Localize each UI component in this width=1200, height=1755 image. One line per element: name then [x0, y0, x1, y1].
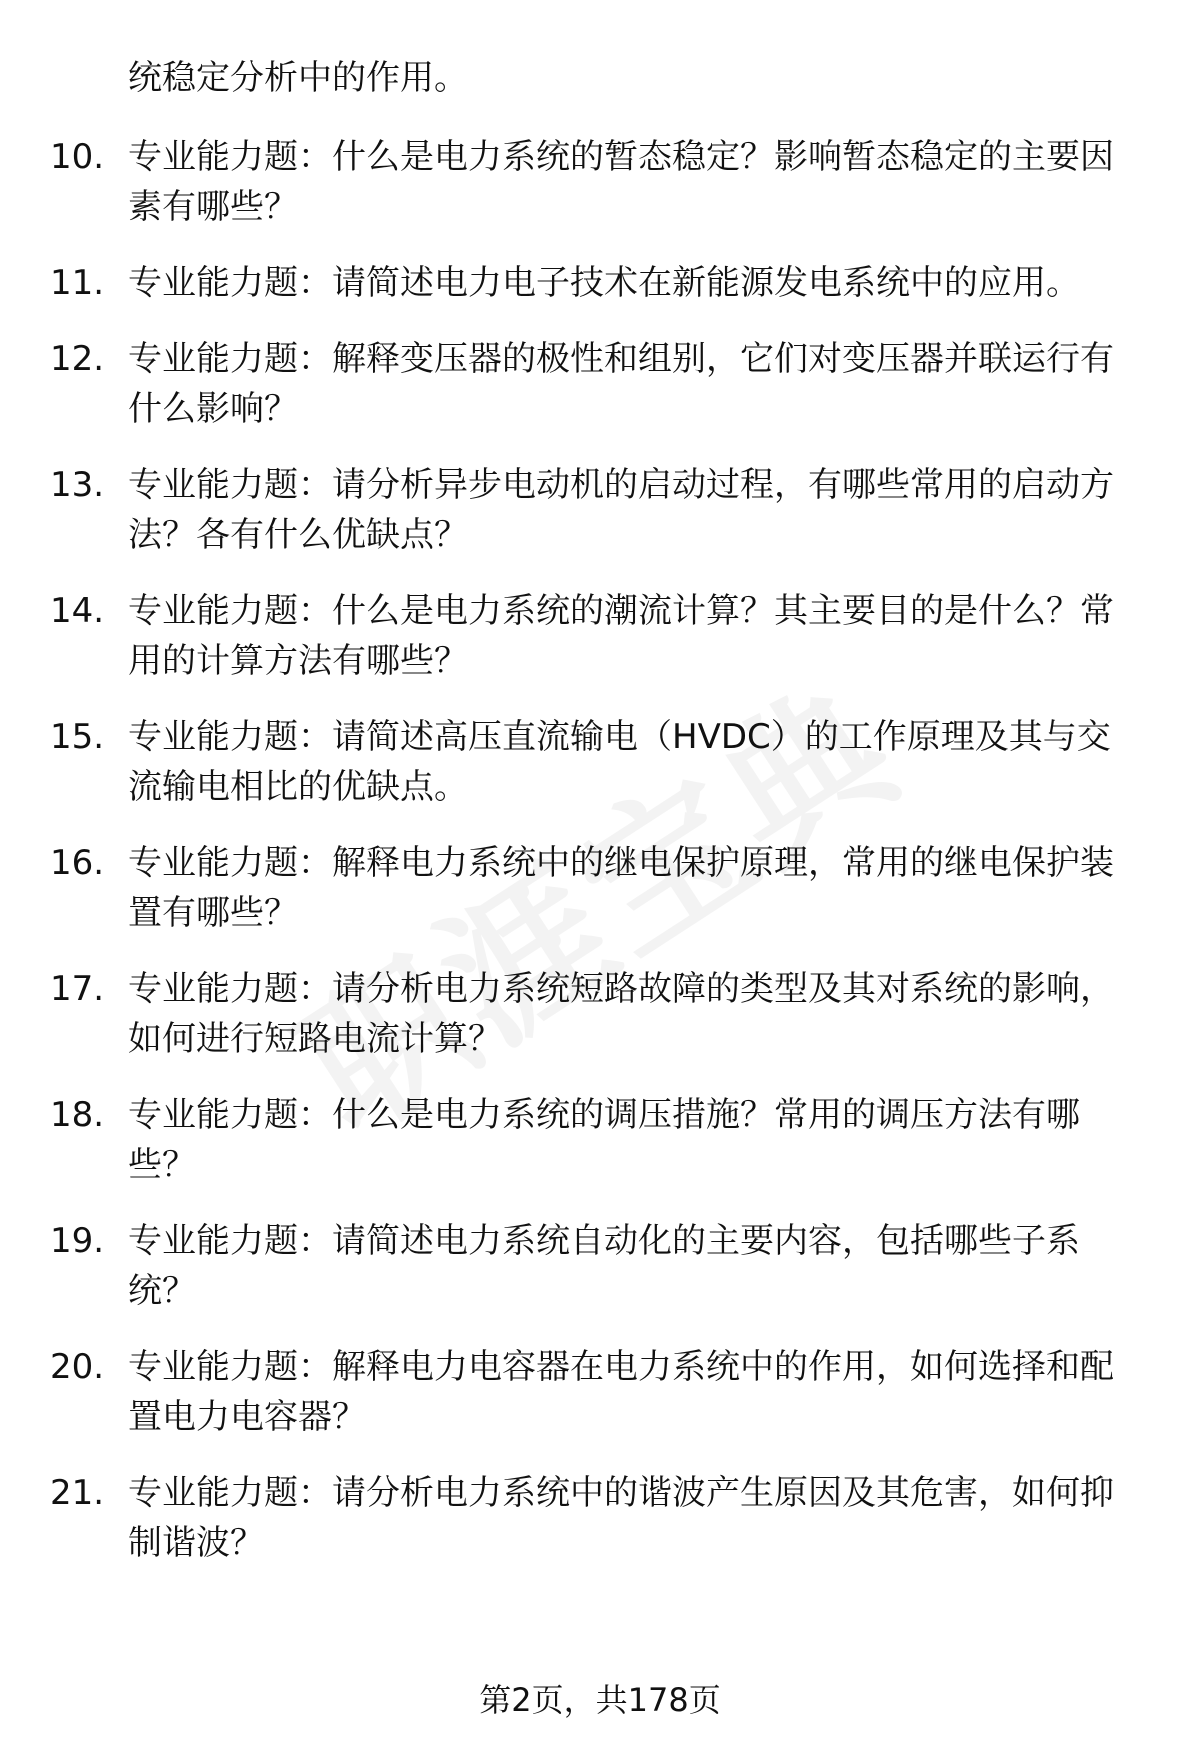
- question-text: 专业能力题：请分析异步电动机的启动过程，有哪些常用的启动方法？各有什么优缺点？: [128, 465, 1114, 555]
- question-text: 专业能力题：什么是电力系统的潮流计算？其主要目的是什么？常用的计算方法有哪些？: [128, 591, 1114, 681]
- page-footer: 第2页，共178页: [479, 1681, 721, 1719]
- question-item: [50, 460, 1140, 560]
- continuation-text: 统稳定分析中的作用。: [128, 58, 468, 98]
- question-number: 21.: [50, 1473, 105, 1513]
- question-item: [50, 712, 1140, 812]
- question-number: 19.: [50, 1221, 105, 1261]
- question-item: [50, 586, 1140, 686]
- question-item: [50, 1090, 1140, 1190]
- question-number: 15.: [50, 717, 105, 757]
- question-text: 专业能力题：解释电力电容器在电力系统中的作用，如何选择和配置电力电容器？: [128, 1347, 1114, 1437]
- question-text: 专业能力题：请分析电力系统短路故障的类型及其对系统的影响，如何进行短路电流计算？: [128, 969, 1114, 1059]
- question-item: [50, 334, 1140, 434]
- question-item: [50, 1468, 1140, 1568]
- question-list: [50, 132, 1140, 1594]
- question-item: [50, 258, 1140, 308]
- question-text: 专业能力题：什么是电力系统的暂态稳定？影响暂态稳定的主要因素有哪些？: [128, 137, 1114, 227]
- question-number: 18.: [50, 1095, 105, 1135]
- question-item: [50, 964, 1140, 1064]
- question-item: [50, 132, 1140, 232]
- question-number: 12.: [50, 339, 105, 379]
- question-number: 17.: [50, 969, 105, 1009]
- question-item: [50, 1342, 1140, 1442]
- question-text: 专业能力题：解释变压器的极性和组别，它们对变压器并联运行有什么影响？: [128, 339, 1114, 429]
- question-number: 13.: [50, 465, 105, 505]
- question-text: 专业能力题：请分析电力系统中的谐波产生原因及其危害，如何抑制谐波？: [128, 1473, 1114, 1563]
- question-number: 20.: [50, 1347, 105, 1387]
- question-number: 11.: [50, 263, 105, 303]
- question-text: 专业能力题：请简述电力电子技术在新能源发电系统中的应用。: [128, 263, 1080, 303]
- question-text: 专业能力题：请简述高压直流输电（HVDC）的工作原理及其与交流输电相比的优缺点。: [128, 717, 1111, 807]
- question-text: 专业能力题：什么是电力系统的调压措施？常用的调压方法有哪些？: [128, 1095, 1080, 1185]
- question-number: 14.: [50, 591, 105, 631]
- question-item: [50, 838, 1140, 938]
- question-text: 专业能力题：请简述电力系统自动化的主要内容，包括哪些子系统？: [128, 1221, 1080, 1311]
- question-item: [50, 1216, 1140, 1316]
- question-text: 专业能力题：解释电力系统中的继电保护原理，常用的继电保护装置有哪些？: [128, 843, 1114, 933]
- question-number: 16.: [50, 843, 105, 883]
- question-number: 10.: [50, 137, 105, 177]
